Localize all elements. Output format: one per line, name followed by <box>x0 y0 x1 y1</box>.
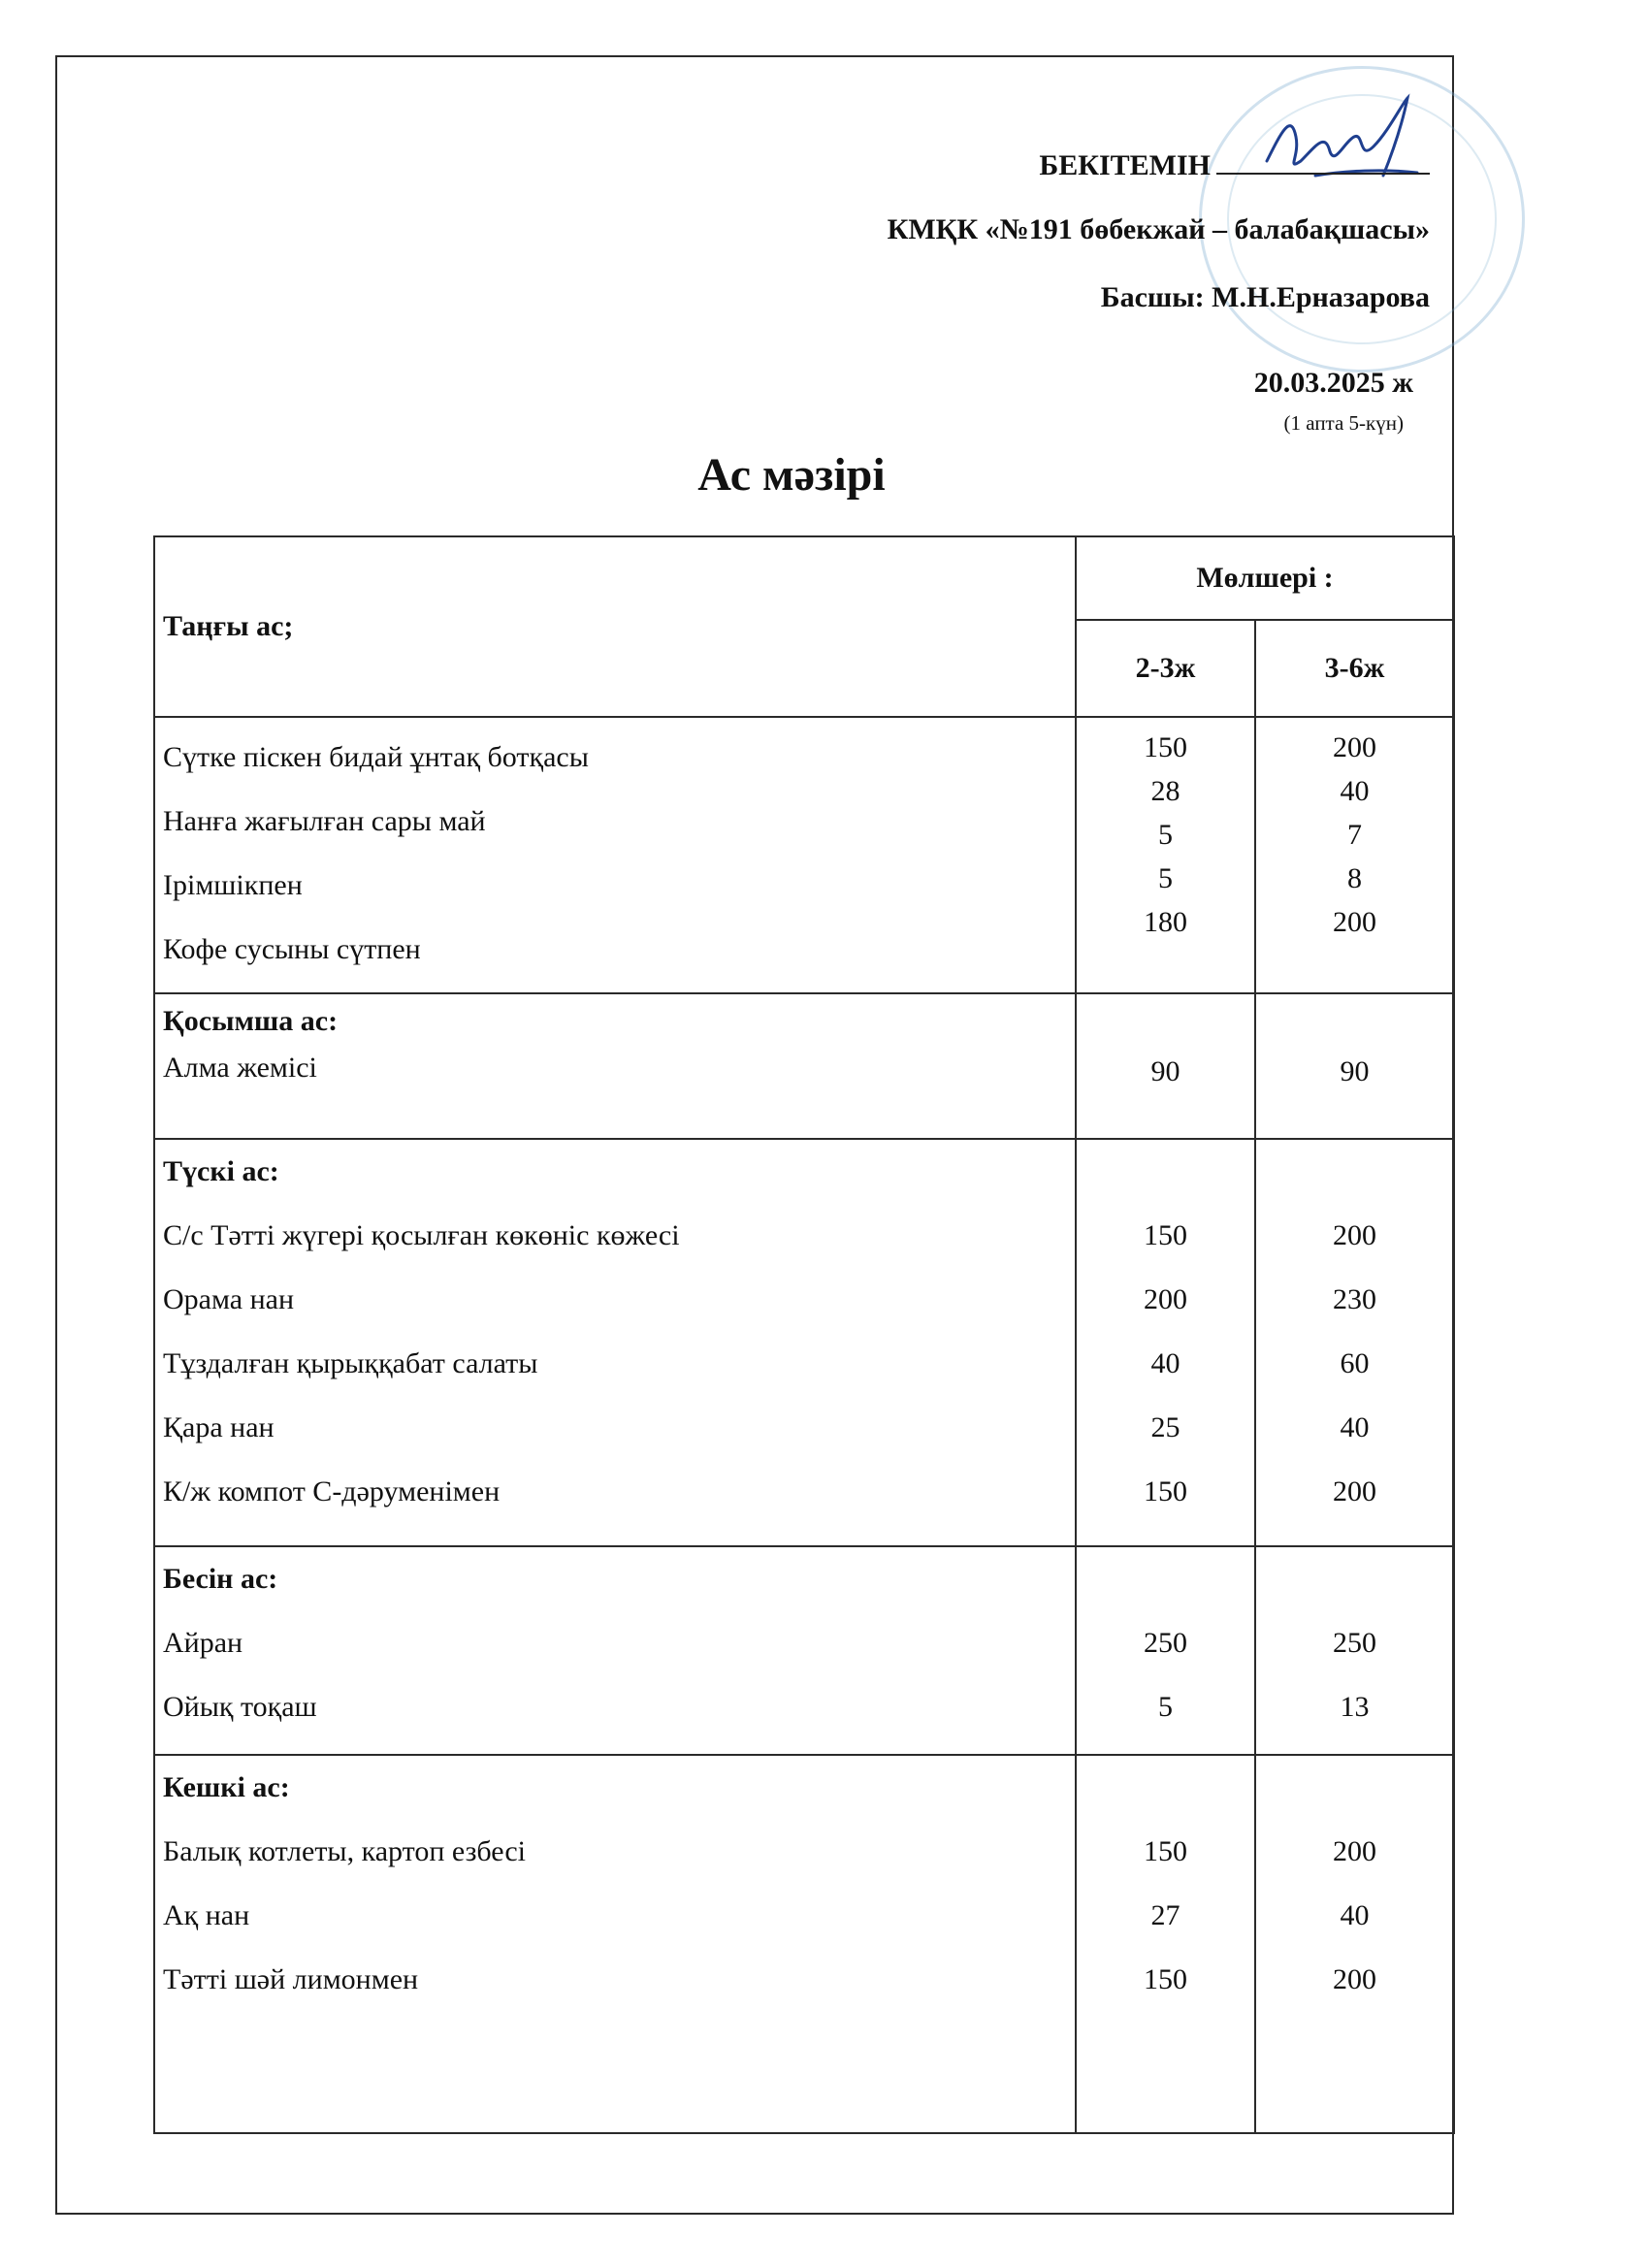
qty-value: 5 <box>1158 1691 1173 1723</box>
week-day: (1 апта 5-күн) <box>1283 411 1404 435</box>
breakfast-row <box>154 717 1454 993</box>
dinner-row <box>154 1755 1454 2133</box>
qty-value: 150 <box>1144 1219 1187 1251</box>
qty-value: 200 <box>1333 1835 1376 1867</box>
qty-value: 150 <box>1144 1475 1187 1507</box>
qty-value: 25 <box>1150 1411 1180 1443</box>
qty-value: 40 <box>1340 1411 1370 1443</box>
signature-blank <box>1216 146 1430 175</box>
qty-value: 200 <box>1333 731 1376 763</box>
qty-value: 40 <box>1340 775 1370 807</box>
head-name: Басшы: М.Н.Ерназарова <box>1100 281 1430 313</box>
qty-value: 90 <box>1150 1055 1180 1087</box>
section-title: Түскі ас: <box>163 1155 279 1187</box>
age-group-3-6: 3-6ж <box>1255 620 1454 717</box>
breakfast-header: Таңғы ас; <box>154 536 1076 717</box>
approve-label: БЕКІТЕМІН <box>1039 149 1211 181</box>
qty-value: 230 <box>1333 1283 1376 1315</box>
menu-item: Сүтке піскен бидай ұнтақ ботқасы <box>163 741 589 773</box>
menu-item: Тәтті шәй лимонмен <box>163 1963 419 1995</box>
snack-row <box>154 993 1454 1139</box>
qty-value: 200 <box>1333 1963 1376 1995</box>
menu-item: Қара нан <box>163 1411 275 1443</box>
section-title: Қосымша ас: <box>163 1005 339 1037</box>
organization-name: КМҚК «№191 бөбекжай – балабақшасы» <box>887 213 1430 245</box>
qty-value: 90 <box>1340 1055 1370 1087</box>
qty-value: 200 <box>1333 1475 1376 1507</box>
section-title: Кешкі ас: <box>163 1771 290 1803</box>
qty-value: 250 <box>1144 1627 1187 1659</box>
menu-item: Ақ нан <box>163 1899 250 1931</box>
qty-value: 8 <box>1347 862 1362 894</box>
menu-table <box>153 535 1455 2134</box>
age-group-2-3: 2-3ж <box>1076 620 1255 717</box>
menu-item: Ойық тоқаш <box>163 1691 317 1723</box>
menu-item: С/с Тәтті жүгері қосылған көкөніс көжесі <box>163 1219 680 1251</box>
menu-item: Алма жемісі <box>163 1052 317 1084</box>
approval-line <box>1039 146 1430 182</box>
section-title: Бесін ас: <box>163 1563 278 1595</box>
qty-value: 40 <box>1340 1899 1370 1931</box>
menu-item: Орама нан <box>163 1283 294 1315</box>
page-title: Ас мәзірі <box>697 449 886 501</box>
qty-value: 250 <box>1333 1627 1376 1659</box>
menu-item: Нанға жағылған сары май <box>163 805 486 837</box>
qty-value: 200 <box>1333 906 1376 938</box>
qty-value: 60 <box>1340 1347 1370 1379</box>
menu-item: Тұздалған қырыққабат салаты <box>163 1347 538 1379</box>
qty-value: 13 <box>1340 1691 1370 1723</box>
qty-value: 200 <box>1144 1283 1187 1315</box>
qty-value: 180 <box>1144 906 1187 938</box>
qty-value: 200 <box>1333 1219 1376 1251</box>
qty-value: 5 <box>1158 862 1173 894</box>
qty-value: 150 <box>1144 1835 1187 1867</box>
menu-item: Балық котлеты, картоп езбесі <box>163 1835 527 1867</box>
menu-item: Ірімшікпен <box>163 869 303 901</box>
menu-item: К/ж компот С-дәруменімен <box>163 1475 501 1507</box>
qty-value: 28 <box>1150 775 1180 807</box>
menu-date: 20.03.2025 ж <box>1253 367 1413 399</box>
afternoon-row <box>154 1546 1454 1755</box>
qty-value: 27 <box>1150 1899 1180 1931</box>
qty-value: 7 <box>1347 819 1362 851</box>
qty-value: 150 <box>1144 1963 1187 1995</box>
menu-item: Айран <box>163 1627 243 1659</box>
lunch-row <box>154 1139 1454 1546</box>
qty-value: 40 <box>1150 1347 1180 1379</box>
menu-item: Кофе сусыны сүтпен <box>163 933 421 965</box>
quantity-header: Мөлшері : <box>1076 536 1454 620</box>
qty-value: 150 <box>1144 731 1187 763</box>
qty-value: 5 <box>1158 819 1173 851</box>
